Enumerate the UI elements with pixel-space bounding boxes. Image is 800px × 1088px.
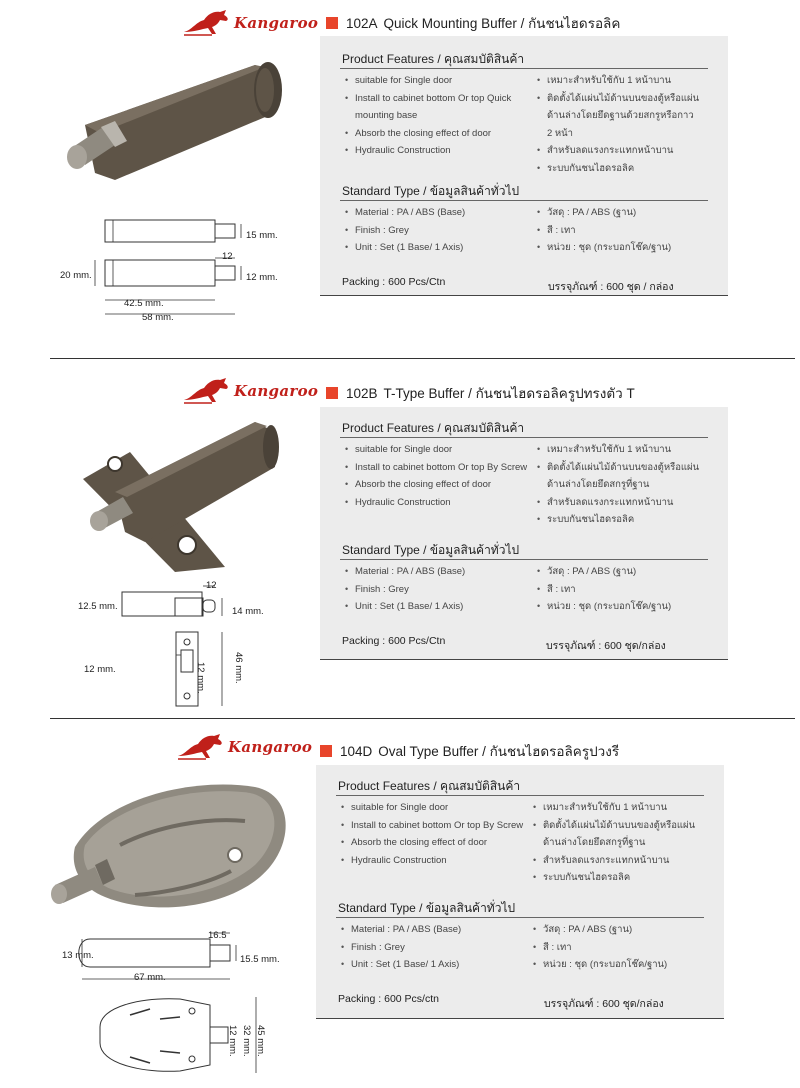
product-code: 102B xyxy=(346,385,378,401)
features-heading: Product Features / คุณสมบัติสินค้า xyxy=(342,421,525,435)
product-name: T-Type Buffer / กันชนไฮดรอลิครูปทรงตัว T xyxy=(383,386,635,401)
spec-panel xyxy=(320,36,728,296)
feature-th-item: • ติดตั้งได้แผ่นไม้ด้านบนของตู้หรือแผ่น xyxy=(534,90,724,108)
standard-th-item: • สี : เทา xyxy=(534,581,724,599)
standard-en-list xyxy=(338,921,538,974)
standard-th-item: • วัสดุ : PA / ABS (ฐาน) xyxy=(534,204,724,222)
brand-logo xyxy=(182,8,318,38)
product-image-104d xyxy=(45,767,295,927)
packing-en: Packing : 600 Pcs/Ctn xyxy=(342,276,446,288)
dim-label: 13 mm. xyxy=(62,950,94,961)
brand-name: Kangaroo xyxy=(228,738,313,756)
dimension-drawing-102a xyxy=(55,208,295,330)
feature-th-item: • ระบบกันชนไฮดรอลิค xyxy=(534,160,724,178)
feature-en-item: • Install to cabinet bottom Or top Quick xyxy=(342,90,542,108)
feature-th-item: • สำหรับลดแรงกระแทกหน้าบาน xyxy=(530,852,720,870)
orange-square-icon xyxy=(326,387,338,399)
kangaroo-logo-icon xyxy=(182,376,232,406)
feature-th-item: • ระบบกันชนไฮดรอลิค xyxy=(534,511,724,529)
kangaroo-logo-icon xyxy=(182,8,232,38)
feature-en-item: • Hydraulic Construction xyxy=(342,494,542,512)
heading-rule xyxy=(336,795,704,796)
dim-label: 32 mm. xyxy=(241,1025,252,1057)
standard-en-list xyxy=(342,204,542,257)
product-image-102b xyxy=(75,417,295,577)
dim-label: 42.5 mm. xyxy=(124,298,164,309)
dimension-drawing-104d xyxy=(60,927,290,1087)
dim-label: 20 mm. xyxy=(60,270,92,281)
features-heading: Product Features / คุณสมบัติสินค้า xyxy=(338,779,521,793)
dim-label: 46 mm. xyxy=(233,652,244,684)
dim-label: 45 mm. xyxy=(255,1025,266,1057)
feature-en-item: • suitable for Single door xyxy=(338,799,538,817)
section-divider xyxy=(50,358,795,359)
spec-panel xyxy=(316,765,724,1019)
feature-en-item: mounting base xyxy=(355,110,418,121)
dim-label: 12 mm. xyxy=(195,662,206,694)
dim-label: 12 mm. xyxy=(84,664,116,675)
dimension-drawing-102b xyxy=(80,580,280,710)
packing-th: บรรจุภัณฑ์ : 600 ชุด/กล่อง xyxy=(544,998,664,1010)
dim-label: 15 mm. xyxy=(246,230,278,241)
features-th-list xyxy=(534,441,724,529)
heading-rule xyxy=(340,200,708,201)
feature-en-item: • Install to cabinet bottom Or top By Screw xyxy=(342,459,542,477)
feature-en-item: • Absorb the closing effect of door xyxy=(338,834,538,852)
product-section-102b xyxy=(0,362,800,722)
feature-en-item: • suitable for Single door xyxy=(342,441,542,459)
standard-th-item: • หน่วย : ชุด (กระบอกโช๊ค/ฐาน) xyxy=(534,598,724,616)
standard-en-item: • Finish : Grey xyxy=(338,939,538,957)
product-section-102a xyxy=(0,0,800,362)
feature-en-item: • Hydraulic Construction xyxy=(338,852,538,870)
feature-th-item: • สำหรับลดแรงกระแทกหน้าบาน xyxy=(534,494,724,512)
brand-logo xyxy=(176,732,312,762)
product-code: 104D xyxy=(340,743,373,759)
standard-en-item: • Material : PA / ABS (Base) xyxy=(342,563,542,581)
orange-square-icon xyxy=(320,745,332,757)
packing-en: Packing : 600 Pcs/Ctn xyxy=(342,635,446,647)
standard-th-item: • สี : เทา xyxy=(534,222,724,240)
feature-th-item: • ติดตั้งได้แผ่นไม้ด้านบนของตู้หรือแผ่น xyxy=(534,459,724,477)
feature-th-item: ด้านล่างโดยยึดสกรูที่ฐาน xyxy=(543,837,646,848)
standard-th-list xyxy=(530,921,720,974)
orange-square-icon xyxy=(326,17,338,29)
feature-en-item: • Absorb the closing effect of door xyxy=(342,476,542,494)
features-th-list xyxy=(530,799,720,887)
feature-th-item: • สำหรับลดแรงกระแทกหน้าบาน xyxy=(534,142,724,160)
heading-rule xyxy=(340,68,708,69)
standard-en-item: • Unit : Set (1 Base/ 1 Axis) xyxy=(342,598,542,616)
standard-en-item: • Unit : Set (1 Base/ 1 Axis) xyxy=(342,239,542,257)
feature-en-item: • Hydraulic Construction xyxy=(342,142,542,160)
dim-label: 14 mm. xyxy=(232,606,264,617)
standard-en-item: • Unit : Set (1 Base/ 1 Axis) xyxy=(338,956,538,974)
product-section-104d xyxy=(0,722,800,1088)
features-en-list xyxy=(342,72,542,160)
product-name: Quick Mounting Buffer / กันชนไฮดรอลิค xyxy=(383,16,621,31)
feature-th-item: • เหมาะสำหรับใช้กับ 1 หน้าบาน xyxy=(534,441,724,459)
standard-en-list xyxy=(342,563,542,616)
dim-label: 12.5 mm. xyxy=(78,601,118,612)
spec-panel xyxy=(320,407,728,660)
dim-label: 12 mm. xyxy=(227,1025,238,1057)
feature-th-item: • ติดตั้งได้แผ่นไม้ด้านบนของตู้หรือแผ่น xyxy=(530,817,720,835)
standard-th-list xyxy=(534,563,724,616)
product-title xyxy=(326,12,620,34)
features-en-list xyxy=(342,441,542,511)
feature-en-item: • Absorb the closing effect of door xyxy=(342,125,542,143)
features-en-list xyxy=(338,799,538,869)
section-divider xyxy=(50,718,795,719)
dim-label: 67 mm. xyxy=(134,972,166,983)
feature-th-item: • ระบบกันชนไฮดรอลิค xyxy=(530,869,720,887)
features-th-list xyxy=(534,72,724,177)
feature-th-item: ด้านล่างโดยยึดสกรูที่ฐาน xyxy=(547,479,650,490)
dim-label: 12 xyxy=(222,251,233,262)
standard-th-item: • วัสดุ : PA / ABS (ฐาน) xyxy=(530,921,720,939)
standard-th-item: • สี : เทา xyxy=(530,939,720,957)
brand-name: Kangaroo xyxy=(234,14,319,32)
brand-name: Kangaroo xyxy=(234,382,319,400)
standard-th-item: • หน่วย : ชุด (กระบอกโช๊ค/ฐาน) xyxy=(534,239,724,257)
heading-rule xyxy=(340,559,708,560)
packing-th: บรรจุภัณฑ์ : 600 ชุด / กล่อง xyxy=(548,281,674,293)
standard-th-item: • หน่วย : ชุด (กระบอกโช๊ค/ฐาน) xyxy=(530,956,720,974)
standard-heading: Standard Type / ข้อมูลสินค้าทั่วไป xyxy=(342,184,520,198)
standard-en-item: • Finish : Grey xyxy=(342,581,542,599)
product-title xyxy=(320,740,619,762)
dim-label: 12 xyxy=(206,580,217,591)
features-heading: Product Features / คุณสมบัติสินค้า xyxy=(342,52,525,66)
product-code: 102A xyxy=(346,15,378,31)
standard-en-item: • Material : PA / ABS (Base) xyxy=(338,921,538,939)
dim-label: 58 mm. xyxy=(142,312,174,323)
dim-label: 16.5 xyxy=(208,930,227,941)
standard-th-item: • วัสดุ : PA / ABS (ฐาน) xyxy=(534,563,724,581)
brand-logo xyxy=(182,376,318,406)
product-image-102a xyxy=(55,45,295,185)
dim-label: 12 mm. xyxy=(246,272,278,283)
packing-en: Packing : 600 Pcs/ctn xyxy=(338,993,439,1005)
feature-en-item: • Install to cabinet bottom Or top By Screw xyxy=(338,817,538,835)
feature-th-item: 2 หน้า xyxy=(547,127,574,139)
heading-rule xyxy=(336,917,704,918)
standard-th-list xyxy=(534,204,724,257)
kangaroo-logo-icon xyxy=(176,732,226,762)
standard-en-item: • Finish : Grey xyxy=(342,222,542,240)
product-title xyxy=(326,382,635,404)
feature-th-item: • เหมาะสำหรับใช้กับ 1 หน้าบาน xyxy=(534,72,724,90)
packing-th: บรรจุภัณฑ์ : 600 ชุด/กล่อง xyxy=(546,640,666,652)
heading-rule xyxy=(340,437,708,438)
standard-heading: Standard Type / ข้อมูลสินค้าทั่วไป xyxy=(342,543,520,557)
feature-th-item: ด้านล่างโดยยึดฐานด้วยสกรูหรือกาว xyxy=(547,110,694,121)
feature-th-item: • เหมาะสำหรับใช้กับ 1 หน้าบาน xyxy=(530,799,720,817)
feature-en-item: • suitable for Single door xyxy=(342,72,542,90)
dim-label: 15.5 mm. xyxy=(240,954,280,965)
product-name: Oval Type Buffer / กันชนไฮดรอลิครูปวงรี xyxy=(378,744,620,759)
standard-en-item: • Material : PA / ABS (Base) xyxy=(342,204,542,222)
standard-heading: Standard Type / ข้อมูลสินค้าทั่วไป xyxy=(338,901,516,915)
